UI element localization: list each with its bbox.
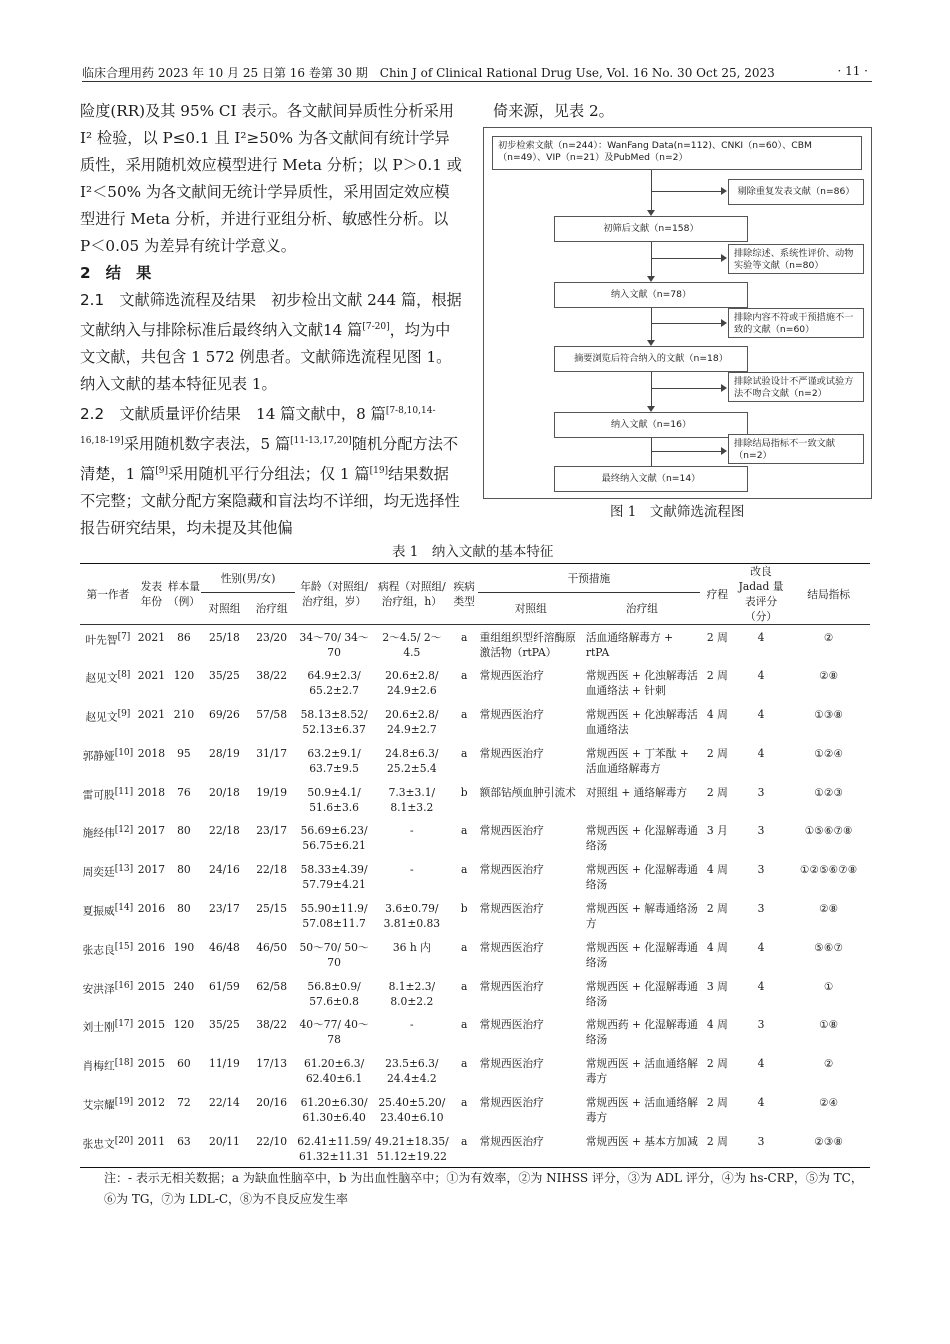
cell-course: -: [410, 1018, 414, 1032]
cell-course: 7.3±3.1/ 8.1±3.2: [388, 785, 436, 814]
table-row: [80, 1051, 870, 1090]
flow-box-initial: 初步检索文献（n=244）：WanFang Data(n=112)、CNKI（n=60）、CBM（n=49）、VIP（n=21）及PubMed（n=2）: [492, 136, 862, 170]
cell-treat: 常规西医 + 化湿解毒通络汤: [585, 979, 698, 1008]
cell-n: 60: [177, 1057, 191, 1071]
section-2-2-text: 随机分配方法不清楚，1 篇: [80, 435, 459, 484]
citation: [14]: [114, 903, 134, 914]
cell-treat: 对照组 + 通络解毒方: [585, 785, 688, 799]
arrow-right-icon: [721, 384, 727, 392]
cell-out: ②⑧: [819, 902, 839, 916]
citation: [18]: [114, 1058, 134, 1069]
cell-n: 120: [173, 669, 195, 683]
cell-author: [80, 1051, 136, 1090]
table-row: [80, 935, 870, 974]
author-name: 夏振威: [82, 904, 115, 918]
citation: [8]: [117, 670, 131, 681]
cell-sc: 20/11: [209, 1134, 240, 1148]
author-name: 张忠文: [82, 1137, 115, 1151]
cell-type: a: [461, 979, 468, 993]
flow-connector: [651, 372, 652, 408]
col-sample: 样本量（例）: [167, 564, 201, 625]
cell-sc: 35/25: [209, 1018, 240, 1032]
cell-out: ②③⑧: [814, 1134, 844, 1148]
cell-year: 2021: [137, 631, 165, 644]
cell-jadad: 4: [757, 1057, 765, 1071]
cell-year: 2018: [137, 785, 165, 799]
table-row: [80, 974, 870, 1013]
cell-age: 61.20±6.30/ 61.30±6.40: [300, 1096, 368, 1125]
cell-ctrl: 常规西医治疗: [479, 1134, 544, 1148]
cell-dur: 2 周: [706, 1057, 728, 1071]
col-author: 第一作者: [80, 564, 136, 625]
section-2-2-text: 采用随机数字表法，5 篇: [123, 435, 291, 454]
flow-connector: [651, 242, 652, 278]
cell-ctrl: 重组组织型纤溶酶原激活物（rtPA）: [479, 631, 576, 659]
section-2-2: [80, 398, 463, 542]
cell-age: 50～70/ 50～70: [299, 940, 369, 969]
cell-n: 80: [177, 824, 191, 838]
table-row: [80, 1090, 870, 1129]
citation: [13]: [114, 864, 134, 875]
cell-st: 22/18: [256, 863, 288, 877]
cell-treat: 常规西医 + 活血通络解毒方: [585, 1096, 698, 1125]
cell-out: ①⑤⑥⑦⑧: [804, 824, 853, 838]
cell-out: ②: [823, 1057, 834, 1071]
cell-author: [80, 818, 136, 857]
section-2-2-text: 采用随机平行分组法；仅 1 篇: [168, 465, 370, 484]
cell-n: 120: [173, 1018, 195, 1032]
flow-exclude-5: 排除结局指标不一致文献（n=2）: [728, 434, 864, 464]
section-heading-results: 2 结 果: [80, 264, 152, 282]
cell-author: [80, 857, 136, 896]
flow-connector: [651, 191, 721, 192]
cell-dur: 2 周: [706, 1096, 728, 1110]
flow-exclude-3: 排除内容不符或干预措施不一致的文献（n=60）: [728, 308, 864, 338]
cell-dur: 2 周: [706, 1134, 728, 1148]
section-2-1-title: 2.1 文献筛选流程及结果: [80, 291, 257, 309]
cell-jadad: 3: [757, 863, 765, 877]
author-name: 安洪泽: [82, 982, 115, 996]
cell-st: 23/17: [256, 824, 288, 838]
cell-dur: 4 周: [706, 863, 728, 877]
cell-treat: 常规西医 + 活血通络解毒方: [585, 1057, 698, 1086]
arrow-right-icon: [721, 319, 727, 327]
cell-sc: 46/48: [209, 940, 240, 954]
cell-n: 190: [173, 940, 195, 954]
cell-treat: 常规西医 + 解毒通络汤方: [585, 902, 698, 931]
cell-treat: 常规西医 + 化湿解毒通络汤: [585, 824, 698, 853]
cell-n: 86: [177, 631, 191, 644]
author-name: 刘士刚: [82, 1021, 115, 1035]
section-2-2-title: 2.2 文献质量评价结果: [80, 405, 241, 424]
cell-author: [80, 935, 136, 974]
section-2-1-body: 初步检出文献 244 篇，根据文献纳入与排除标准后最终纳入文献14 篇: [80, 291, 462, 340]
table-row: [80, 702, 870, 741]
flow-connector: [651, 388, 721, 389]
cell-jadad: 3: [757, 785, 765, 799]
author-name: 肖梅红: [82, 1059, 115, 1073]
flow-box-included-16: 纳入文献（n=16）: [554, 412, 748, 438]
col-duration: 疗程: [700, 564, 735, 625]
cell-course: 20.6±2.8/ 24.9±2.6: [385, 669, 439, 698]
section-2-2-text: 结果数据不完整；文献分配方案隐藏和盲法均不详细，均无选择性报告研究结果，均未提及其他偏: [80, 465, 460, 538]
table-row: [80, 780, 870, 819]
flow-exclude-4: 排除试验设计不严谨或试验方法不吻合文献（n=2）: [728, 372, 864, 402]
cell-ctrl: 常规西医治疗: [479, 746, 544, 760]
cell-sc: 11/19: [209, 1057, 240, 1071]
cell-ctrl: 常规西医治疗: [479, 708, 544, 722]
cell-ctrl: 常规西医治疗: [479, 940, 544, 954]
cell-sc: 24/16: [209, 863, 240, 877]
cell-course: 36 h 内: [392, 940, 431, 954]
citation: [7]: [117, 632, 131, 642]
citation: [19]: [114, 1097, 134, 1108]
cell-jadad: 4: [757, 940, 765, 954]
citation: [12]: [114, 825, 134, 836]
cell-type: b: [460, 785, 468, 799]
table-row: [80, 625, 870, 664]
cell-type: a: [461, 1096, 468, 1110]
page-header: [82, 62, 872, 82]
arrow-right-icon: [721, 254, 727, 262]
author-name: 施经伟: [82, 827, 115, 841]
cell-sc: 25/18: [209, 631, 240, 644]
cell-dur: 4 周: [706, 1018, 728, 1032]
col-int-treatment: 治疗组: [584, 593, 700, 625]
citation: [19]: [369, 466, 389, 477]
right-column-text: 倚来源，见表 2。: [493, 102, 614, 120]
flow-connector: [651, 451, 721, 452]
table-caption: 表 1 纳入文献的基本特征: [392, 544, 554, 560]
cell-course: 23.5±6.3/ 24.4±4.2: [385, 1057, 439, 1086]
cell-treat: 常规西医 + 化浊解毒活血通络法: [585, 708, 698, 737]
cell-type: a: [461, 746, 468, 760]
cell-st: 62/58: [256, 979, 288, 993]
cell-st: 19/19: [256, 785, 288, 799]
cell-year: 2021: [137, 669, 165, 683]
cell-sc: 69/26: [209, 708, 240, 722]
cell-ctrl: 常规西医治疗: [479, 669, 544, 683]
flowchart: [483, 127, 872, 499]
cell-author: [80, 974, 136, 1013]
cell-st: 22/10: [256, 1134, 288, 1148]
cell-ctrl: 常规西医治疗: [479, 979, 544, 993]
cell-sc: 61/59: [209, 979, 240, 993]
cell-jadad: 3: [757, 824, 765, 838]
arrow-right-icon: [721, 187, 727, 195]
cell-dur: 2 周: [706, 785, 728, 799]
flow-box-final: 最终纳入文献（n=14）: [554, 466, 748, 492]
citation: [17]: [114, 1019, 134, 1030]
citation: [7-8,10,14-16,18-19]: [80, 406, 436, 447]
cell-course: 25.40±5.20/ 23.40±6.10: [378, 1096, 446, 1125]
cell-st: 31/17: [256, 746, 288, 760]
cell-jadad: 4: [757, 979, 765, 993]
cell-ctrl: 常规西医治疗: [479, 824, 544, 838]
citation: [11-13,17,20]: [290, 436, 352, 447]
cell-ctrl: 常规西医治疗: [479, 902, 544, 916]
author-name: 艾宗耀: [82, 1098, 115, 1112]
cell-type: a: [461, 1057, 468, 1071]
cell-st: 20/16: [256, 1096, 288, 1110]
cell-year: 2018: [137, 746, 165, 760]
cell-out: ②: [823, 631, 834, 644]
cell-age: 64.9±2.3/ 65.2±2.7: [307, 669, 361, 698]
cell-course: 3.6±0.79/ 3.81±0.83: [383, 902, 441, 931]
col-sex-control: 对照组: [201, 593, 248, 625]
col-intervention: 干预措施: [478, 564, 700, 593]
cell-st: 46/50: [256, 940, 288, 954]
citation: [20]: [114, 1135, 134, 1146]
author-name: 赵见文: [85, 671, 118, 685]
cell-year: 2012: [137, 1096, 165, 1110]
cell-course: 8.1±2.3/ 8.0±2.2: [388, 979, 436, 1008]
cell-age: 34～70/ 34～70: [299, 631, 369, 659]
citation: [16]: [114, 980, 134, 991]
cell-n: 76: [177, 785, 191, 799]
cell-year: 2021: [137, 708, 165, 722]
cell-jadad: 3: [757, 1018, 765, 1032]
cell-st: 25/15: [256, 902, 288, 916]
flow-connector: [651, 258, 721, 259]
citation: [9]: [117, 709, 131, 720]
cell-treat: 常规西医 + 化湿解毒通络汤: [585, 940, 698, 969]
cell-n: 240: [173, 979, 195, 993]
cell-sc: 23/17: [209, 902, 240, 916]
cell-age: 58.33±4.39/ 57.79±4.21: [300, 863, 368, 892]
col-int-control: 对照组: [478, 593, 584, 625]
cell-jadad: 4: [757, 669, 765, 683]
citation: [11]: [114, 786, 134, 797]
table-row: [80, 741, 870, 780]
cell-author: [80, 780, 136, 819]
cell-course: 2～4.5/ 2～4.5: [382, 631, 442, 659]
cell-type: a: [461, 824, 468, 838]
cell-out: ②⑧: [819, 669, 839, 683]
author-name: 雷可股: [82, 788, 115, 802]
flow-connector: [651, 323, 721, 324]
cell-treat: 常规西医 + 化浊解毒活血通络法 + 针刺: [585, 669, 698, 698]
cell-dur: 4 周: [706, 940, 728, 954]
cell-st: 23/20: [256, 631, 288, 644]
cell-out: ①②③: [814, 785, 844, 799]
col-outcome: 结局指标: [787, 564, 870, 625]
cell-ctrl: 常规西医治疗: [479, 863, 544, 877]
cell-sc: 35/25: [209, 669, 240, 683]
cell-age: 63.2±9.1/ 63.7±9.5: [307, 746, 361, 775]
col-age: 年龄（对照组/治疗组，岁）: [295, 564, 373, 625]
author-name: 赵见文: [85, 710, 118, 724]
flow-box-included-78: 纳入文献（n=78）: [554, 282, 748, 308]
cell-jadad: 3: [757, 1134, 765, 1148]
cell-type: a: [461, 1018, 468, 1032]
table-row: [80, 1129, 870, 1168]
cell-age: 62.41±11.59/ 61.32±11.31: [297, 1134, 371, 1163]
cell-author: [80, 1129, 136, 1168]
cell-author: [80, 741, 136, 780]
cell-jadad: 4: [757, 1096, 765, 1110]
section-2-1: [80, 287, 463, 398]
cell-st: 38/22: [256, 669, 288, 683]
cell-jadad: 3: [757, 902, 765, 916]
cell-age: 61.20±6.3/ 62.40±6.1: [304, 1057, 365, 1086]
table-row: [80, 818, 870, 857]
citation: [9]: [155, 466, 168, 477]
flow-exclude-1: 剔除重复发表文献（n=86）: [728, 179, 864, 205]
cell-age: 56.69±6.23/ 56.75±6.21: [300, 824, 368, 853]
cell-n: 63: [177, 1134, 191, 1148]
cell-n: 80: [177, 902, 191, 916]
section-2-2-text: 14 篇文献中，8 篇: [240, 405, 386, 424]
table-row: [80, 1012, 870, 1051]
cell-treat: 活血通络解毒方 + rtPA: [585, 631, 674, 659]
author-name: 周奕廷: [82, 865, 115, 879]
cell-sc: 28/19: [209, 746, 240, 760]
cell-year: 2017: [137, 824, 165, 838]
flow-connector: [651, 308, 652, 342]
cell-year: 2015: [137, 1018, 165, 1032]
cell-dur: 3 月: [706, 824, 728, 838]
cell-jadad: 4: [757, 631, 765, 644]
table-row: [80, 896, 870, 935]
left-column: [80, 98, 463, 542]
col-sex: 性别(男/女): [201, 564, 295, 593]
cell-year: 2016: [137, 940, 165, 954]
flow-box-screened: 初筛后文献（n=158）: [554, 216, 748, 242]
author-name: 郭静娅: [82, 749, 115, 763]
characteristics-table: [80, 563, 870, 1168]
cell-type: a: [461, 708, 468, 722]
col-jadad: 改良 Jadad 量表评分（分）: [735, 564, 788, 625]
cell-dur: 2 周: [706, 746, 728, 760]
cell-age: 40～77/ 40～78: [299, 1018, 369, 1047]
cell-course: -: [410, 863, 414, 877]
cell-n: 95: [177, 746, 191, 760]
cell-dur: 2 周: [706, 669, 728, 683]
table-row: [80, 663, 870, 702]
cell-year: 2015: [137, 979, 165, 993]
cell-sc: 20/18: [209, 785, 240, 799]
citation: [10]: [114, 747, 134, 758]
cell-n: 80: [177, 863, 191, 877]
flow-exclude-2: 排除综述、系统性评价、动物实验等文献（n=80）: [728, 244, 864, 274]
cell-author: [80, 896, 136, 935]
cell-sc: 22/18: [209, 824, 240, 838]
cell-course: -: [410, 824, 414, 838]
cell-author: [80, 1090, 136, 1129]
cell-treat: 常规西医 + 基本方加减: [585, 1134, 698, 1148]
cell-dur: 4 周: [706, 708, 728, 722]
cell-treat: 常规西医 + 化湿解毒通络汤: [585, 863, 698, 892]
cell-age: 58.13±8.52/ 52.13±6.37: [300, 708, 368, 737]
cell-jadad: 4: [757, 708, 765, 722]
cell-treat: 常规西药 + 化湿解毒通络汤: [585, 1018, 698, 1047]
cell-year: 2011: [137, 1134, 165, 1148]
cell-type: b: [460, 902, 468, 916]
table-note: 注：- 表示无相关数据；a 为缺血性脑卒中，b 为出血性脑卒中；①为有效率，②为 NIHSS 评分，③为 ADL 评分，④为 hs-CRP，⑤为 TC，⑥为 TG，⑦为 LDL-C，⑧为不良反应发生率: [104, 1171, 863, 1206]
table-row: [80, 857, 870, 896]
cell-st: 38/22: [256, 1018, 288, 1032]
cell-dur: 2 周: [706, 631, 728, 644]
col-course: 病程（对照组/治疗组，h）: [373, 564, 451, 625]
arrow-right-icon: [721, 447, 727, 455]
cell-ctrl: 常规西医治疗: [479, 1057, 544, 1071]
cell-age: 56.8±0.9/ 57.6±0.8: [307, 979, 361, 1008]
table-body: [80, 625, 870, 1168]
cell-age: 55.90±11.9/ 57.08±11.7: [300, 902, 368, 931]
cell-type: a: [461, 940, 468, 954]
cell-author: [80, 702, 136, 741]
flow-box-abstract: 摘要浏览后符合纳入的文献（n=18）: [554, 346, 748, 372]
citation: [15]: [114, 941, 134, 952]
cell-treat: 常规西医 + 丁苯酞 + 活血通络解毒方: [585, 746, 689, 775]
methods-paragraph: 险度(RR)及其 95% CI 表示。各文献间异质性分析采用 I² 检验，以 P≤0.1 且 I²≥50% 为各文献间有统计学异质性，采用随机效应模型进行 Meta 分析；以 P＞0.1 或 I²＜50% 为各文献间无统计学异质性，采用固定效应模型进行 Meta 分析，并进行亚组分析、敏感性分析。以 P＜0.05 为差异有统计学意义。: [80, 102, 462, 255]
col-type: 疾病类型: [451, 564, 478, 625]
cell-author: [80, 1012, 136, 1051]
page-number: · 11 ·: [837, 64, 868, 78]
cell-type: a: [461, 669, 468, 683]
figure-caption: 图 1 文献筛选流程图: [610, 504, 745, 520]
cell-year: 2015: [137, 1057, 165, 1071]
cell-course: 20.6±2.8/ 24.9±2.7: [385, 708, 439, 737]
cell-course: 49.21±18.35/ 51.12±19.22: [374, 1134, 449, 1163]
cell-out: ②④: [819, 1096, 839, 1110]
flow-connector: [651, 170, 652, 210]
cell-ctrl: 常规西医治疗: [479, 1018, 544, 1032]
cell-out: ⑤⑥⑦: [814, 940, 844, 954]
author-name: 叶先智: [85, 633, 118, 647]
cell-out: ①②④: [814, 746, 844, 760]
cell-type: a: [461, 863, 468, 877]
cell-author: [80, 663, 136, 702]
cell-sc: 22/14: [209, 1096, 240, 1110]
cell-n: 72: [177, 1096, 191, 1110]
cell-ctrl: 常规西医治疗: [479, 1096, 544, 1110]
citation: [7-20]: [362, 322, 390, 332]
cell-out: ①②⑤⑥⑦⑧: [799, 863, 858, 877]
cell-out: ①③⑧: [814, 708, 844, 722]
cell-dur: 3 周: [706, 979, 728, 993]
author-name: 张志良: [82, 943, 115, 957]
cell-year: 2016: [137, 902, 165, 916]
cell-n: 210: [173, 708, 195, 722]
cell-out: ①⑧: [819, 1018, 839, 1032]
cell-year: 2017: [137, 863, 165, 877]
section-2-1-body-2: ，均为中文文献，共包含 1 572 例患者。文献筛选流程见图 1。纳入文献的基本特征见表 1。: [80, 321, 452, 394]
col-sex-treatment: 治疗组: [248, 593, 295, 625]
cell-dur: 2 周: [706, 902, 728, 916]
cell-age: 50.9±4.1/ 51.6±3.6: [307, 785, 361, 814]
cell-st: 17/13: [256, 1057, 288, 1071]
cell-ctrl: 额部钻颅血肿引流术: [479, 785, 576, 799]
cell-st: 57/58: [256, 708, 288, 722]
cell-out: ①: [823, 979, 834, 993]
cell-author: [80, 625, 136, 664]
cell-type: a: [461, 1134, 468, 1148]
col-year: 发表年份: [136, 564, 167, 625]
journal-citation: 临床合理用药 2023 年 10 月 25 日第 16 卷第 30 期 Chin J of Clinical Rational Drug Use, Vol. 16 No. 30 Oct 25, 2023: [82, 66, 775, 80]
cell-course: 24.8±6.3/ 25.2±5.4: [385, 746, 439, 775]
cell-jadad: 4: [757, 746, 765, 760]
cell-type: a: [461, 631, 468, 644]
